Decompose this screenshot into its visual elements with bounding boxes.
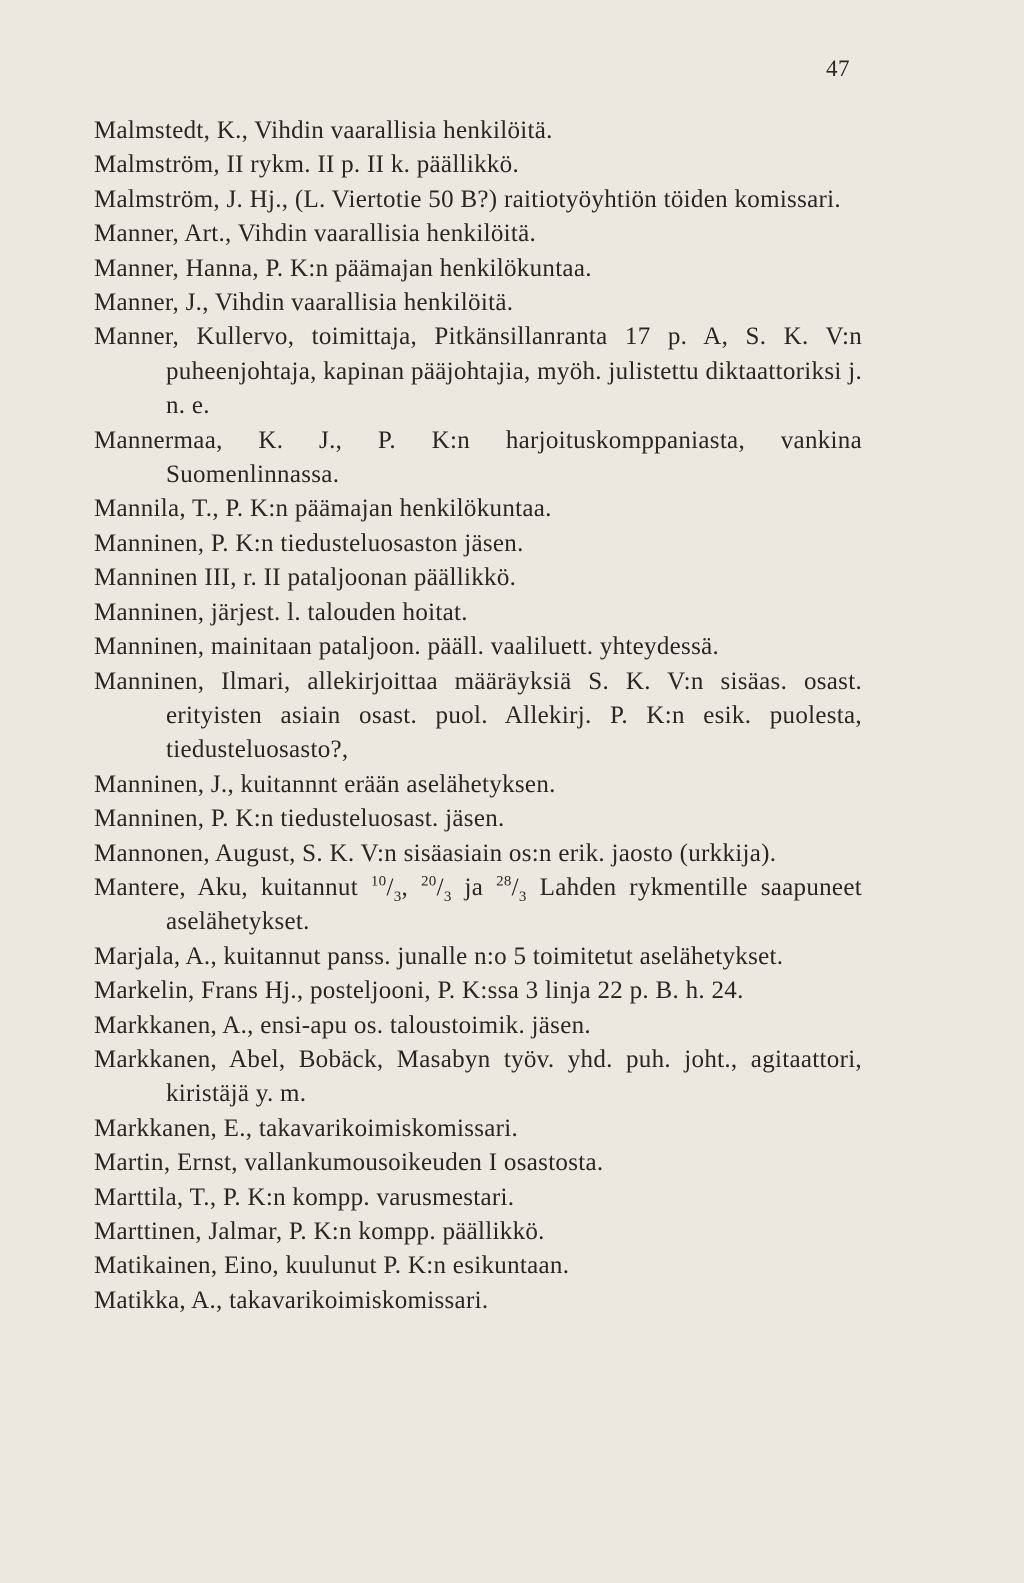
entry-manninen-j: Manninen, J., kuitannnt erään aselähetyksen. xyxy=(94,770,556,798)
entry-markkanen-e: Markkanen, E., takavarikoimiskomissari. xyxy=(94,1114,519,1142)
entry-mannonen: Mannonen, August, S. K. V:n sisäasiain os:n erik. jaosto (urkkija). xyxy=(94,839,777,867)
entry-manner-hanna: Manner, Hanna, P. K:n päämajan henkilökuntaa. xyxy=(94,254,592,282)
entry-martin: Martin, Ernst, vallankumousoikeuden I osastosta. xyxy=(94,1149,604,1177)
entry-manninen-mainitaan: Manninen, mainitaan pataljoon. pääll. vaaliluett. yhteydessä. xyxy=(94,633,720,661)
entry-manninen-jarjest: Manninen, järjest. l. talouden hoitat. xyxy=(94,598,468,626)
entry-mantere xyxy=(94,871,862,940)
entry-mantere-sep2: ja xyxy=(451,873,497,901)
entry-manner-j: Manner, J., Vihdin vaarallisia henkilöitä. xyxy=(94,289,514,317)
entry-malmstedt: Malmstedt, K., Vihdin vaarallisia henkilöitä. xyxy=(94,117,553,144)
entry-manninen-p: Manninen, P. K:n tiedusteluosaston jäsen. xyxy=(94,529,524,557)
register-entries xyxy=(94,114,862,1318)
page-number: 47 xyxy=(826,56,850,81)
entry-manninen-ilmari: Manninen, Ilmari, allekirjoittaa määräyksiä S. K. V:n sisäas. osast. erityisten asiain osast. puol. Allekirj. P. K:n esik. puolesta, tiedusteluosasto?, xyxy=(94,667,862,764)
fraction-2: $^{20}/_3$ xyxy=(420,873,452,905)
entry-markelin: Markelin, Frans Hj., posteljooni, P. K:ssa 3 linja 22 p. B. h. 24. xyxy=(94,977,744,1005)
entry-malmstrom-ii: Malmström, II rykm. II p. II k. päällikkö. xyxy=(94,151,520,179)
entry-mantere-before: Mantere, Aku, kuitannut xyxy=(94,873,371,901)
entry-markkanen-abel: Markkanen, Abel, Bobäck, Masabyn työv. yhd. puh. joht., agitaattori, kiristäjä y. m. xyxy=(94,1045,862,1108)
entry-matikainen: Matikainen, Eino, kuulunut P. K:n esikuntaan. xyxy=(94,1252,570,1280)
entry-mannila: Mannila, T., P. K:n päämajan henkilökuntaa. xyxy=(94,495,552,523)
entry-markkanen-a: Markkanen, A., ensi-apu os. taloustoimik. jäsen. xyxy=(94,1011,591,1039)
entry-mantere-sep1: , xyxy=(401,873,421,901)
entry-mannermaa: Mannermaa, K. J., P. K:n harjoituskomppaniasta, vankina Suomenlinnassa. xyxy=(94,426,862,489)
fraction-1: $^{10}/_3$ xyxy=(370,873,402,905)
entry-matikka: Matikka, A., takavarikoimiskomissari. xyxy=(94,1286,489,1314)
entry-manner-kullervo: Manner, Kullervo, toimittaja, Pitkänsillanranta 17 p. A, S. K. V:n puheenjohtaja, kapinan pääjohtajia, myöh. julistettu diktaattoriksi j. n. e. xyxy=(94,323,862,420)
entry-mantere-after: Lahden rykmentille saapuneet aselähetykset. xyxy=(166,873,862,936)
entry-marttila: Marttila, T., P. K:n kompp. varusmestari. xyxy=(94,1183,515,1211)
entry-malmstrom-j: Malmström, J. Hj., (L. Viertotie 50 B?) raitiotyöyhtiön töiden komissari. xyxy=(94,185,841,213)
entry-manninen-p-tiedustelu: Manninen, P. K:n tiedusteluosast. jäsen. xyxy=(94,805,505,833)
entry-marttinen: Marttinen, Jalmar, P. K:n kompp. päällikkö. xyxy=(94,1218,545,1245)
entry-manninen-iii: Manninen III, r. II pataljoonan päällikkö. xyxy=(94,564,517,592)
entry-manner-art: Manner, Art., Vihdin vaarallisia henkilöitä. xyxy=(94,220,537,248)
entry-marjala: Marjala, A., kuitannut panss. junalle n:o 5 toimitetut aselähetykset. xyxy=(94,942,784,970)
fraction-3: $^{28}/_3$ xyxy=(496,873,527,905)
